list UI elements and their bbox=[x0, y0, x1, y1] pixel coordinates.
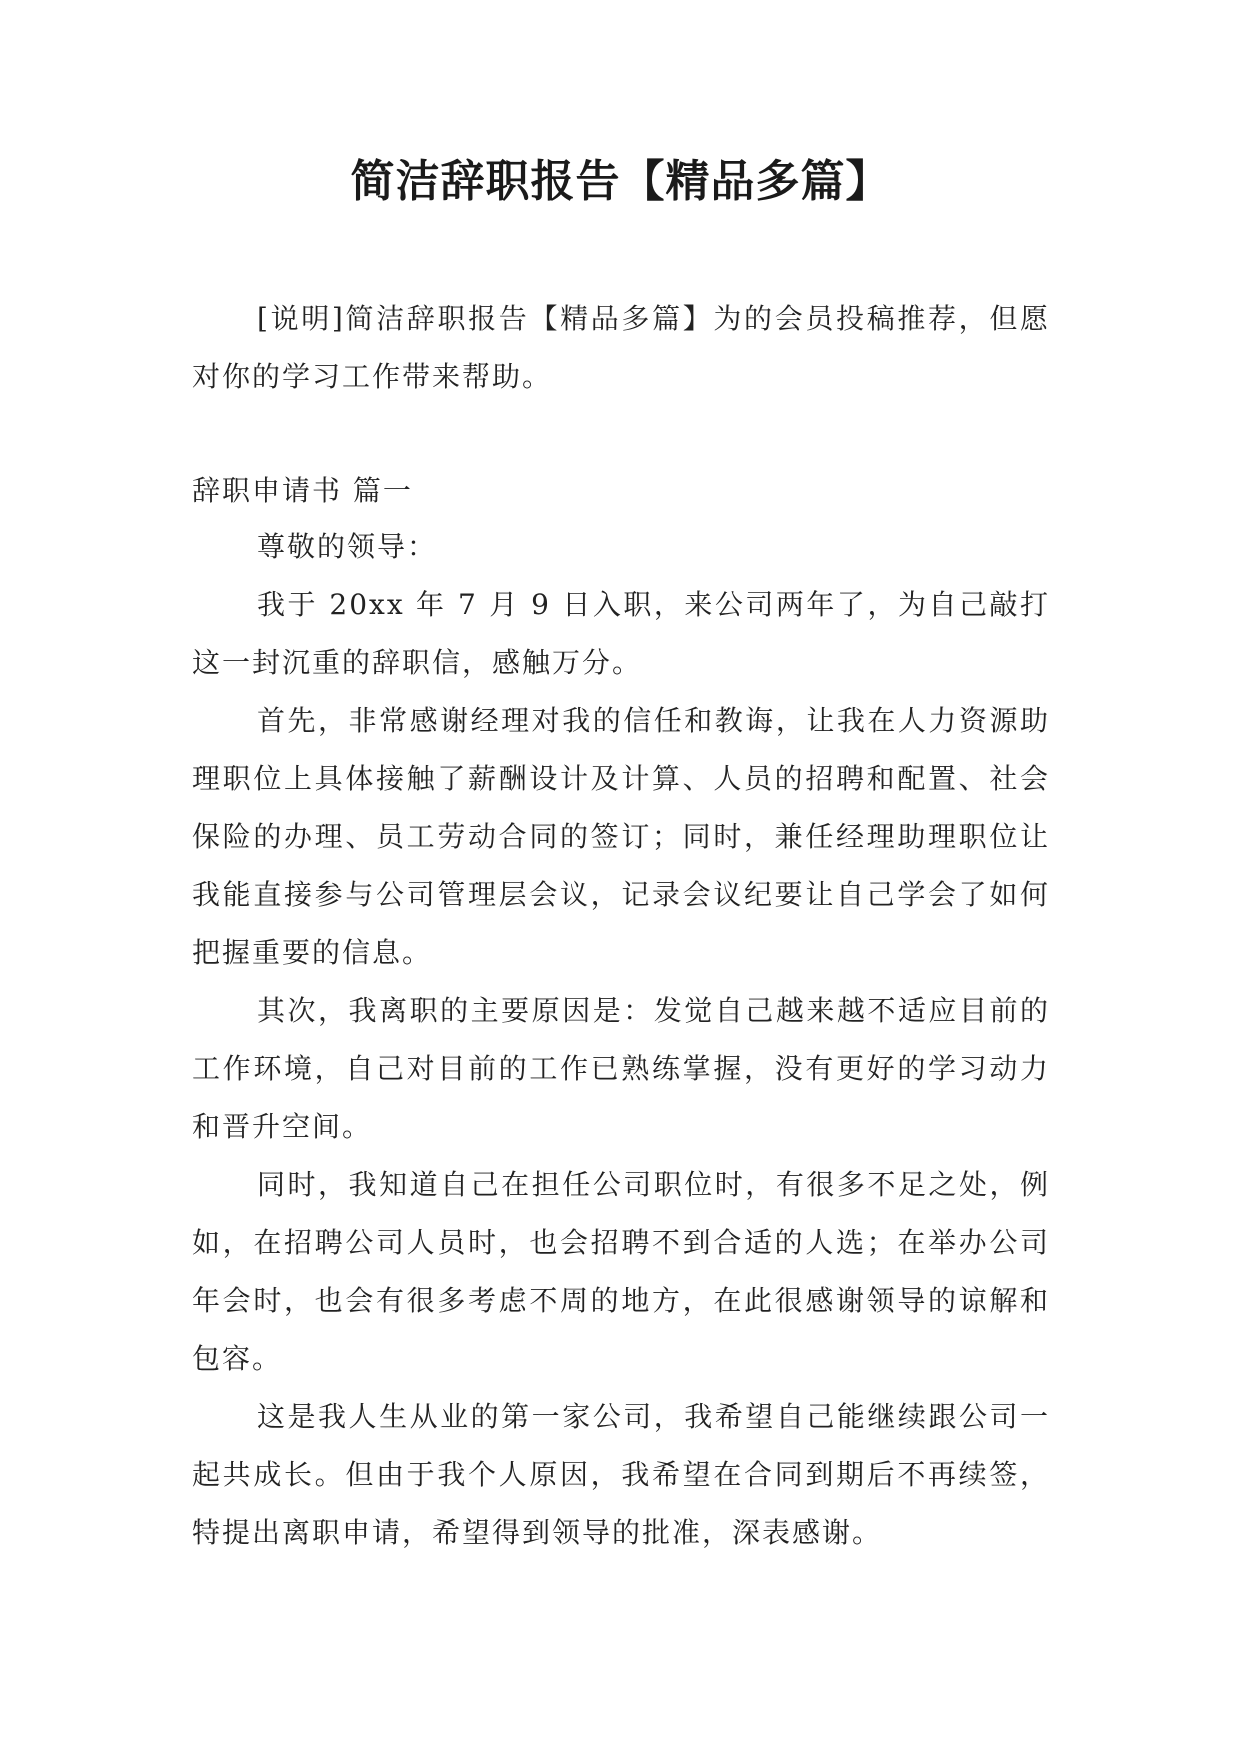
section-heading-block bbox=[192, 462, 1050, 520]
body-paragraph: 这是我人生从业的第一家公司，我希望自己能继续跟公司一起共成长。但由于我个人原因，我希望在合同到期后不再续签，特提出离职申请，希望得到领导的批准，深表感谢。 bbox=[192, 1400, 1050, 1549]
body-paragraph: 同时，我知道自己在担任公司职位时，有很多不足之处，例如，在招聘公司人员时，也会招聘不到合适的人选；在举办公司年会时，也会有很多考虑不周的地方，在此很感谢领导的谅解和包容。 bbox=[192, 1168, 1050, 1375]
body-paragraph: 我于 20xx 年 7 月 9 日入职，来公司两年了，为自己敲打这一封沉重的辞职信，感触万分。 bbox=[192, 588, 1050, 679]
body-paragraph: 其次，我离职的主要原因是：发觉自己越来越不适应目前的工作环境，自己对目前的工作已熟练掌握，没有更好的学习动力和晋升空间。 bbox=[192, 994, 1050, 1143]
intro-paragraph: [说明]简洁辞职报告【精品多篇】为的会员投稿推荐，但愿对你的学习工作带来帮助。 bbox=[192, 302, 1050, 393]
letter-body bbox=[192, 518, 1050, 1562]
section-heading: 辞职申请书 篇一 bbox=[192, 474, 413, 507]
document-title: 简洁辞职报告【精品多篇】 bbox=[350, 156, 891, 207]
body-paragraph: 首先，非常感谢经理对我的信任和教诲，让我在人力资源助理职位上具体接触了薪酬设计及计算、人员的招聘和配置、社会保险的办理、员工劳动合同的签订；同时，兼任经理助理职位让我能直接参与公司管理层会议，记录会议纪要让自己学会了如何把握重要的信息。 bbox=[192, 704, 1050, 969]
intro-block bbox=[192, 290, 1050, 406]
salutation: 尊敬的领导： bbox=[257, 530, 438, 563]
